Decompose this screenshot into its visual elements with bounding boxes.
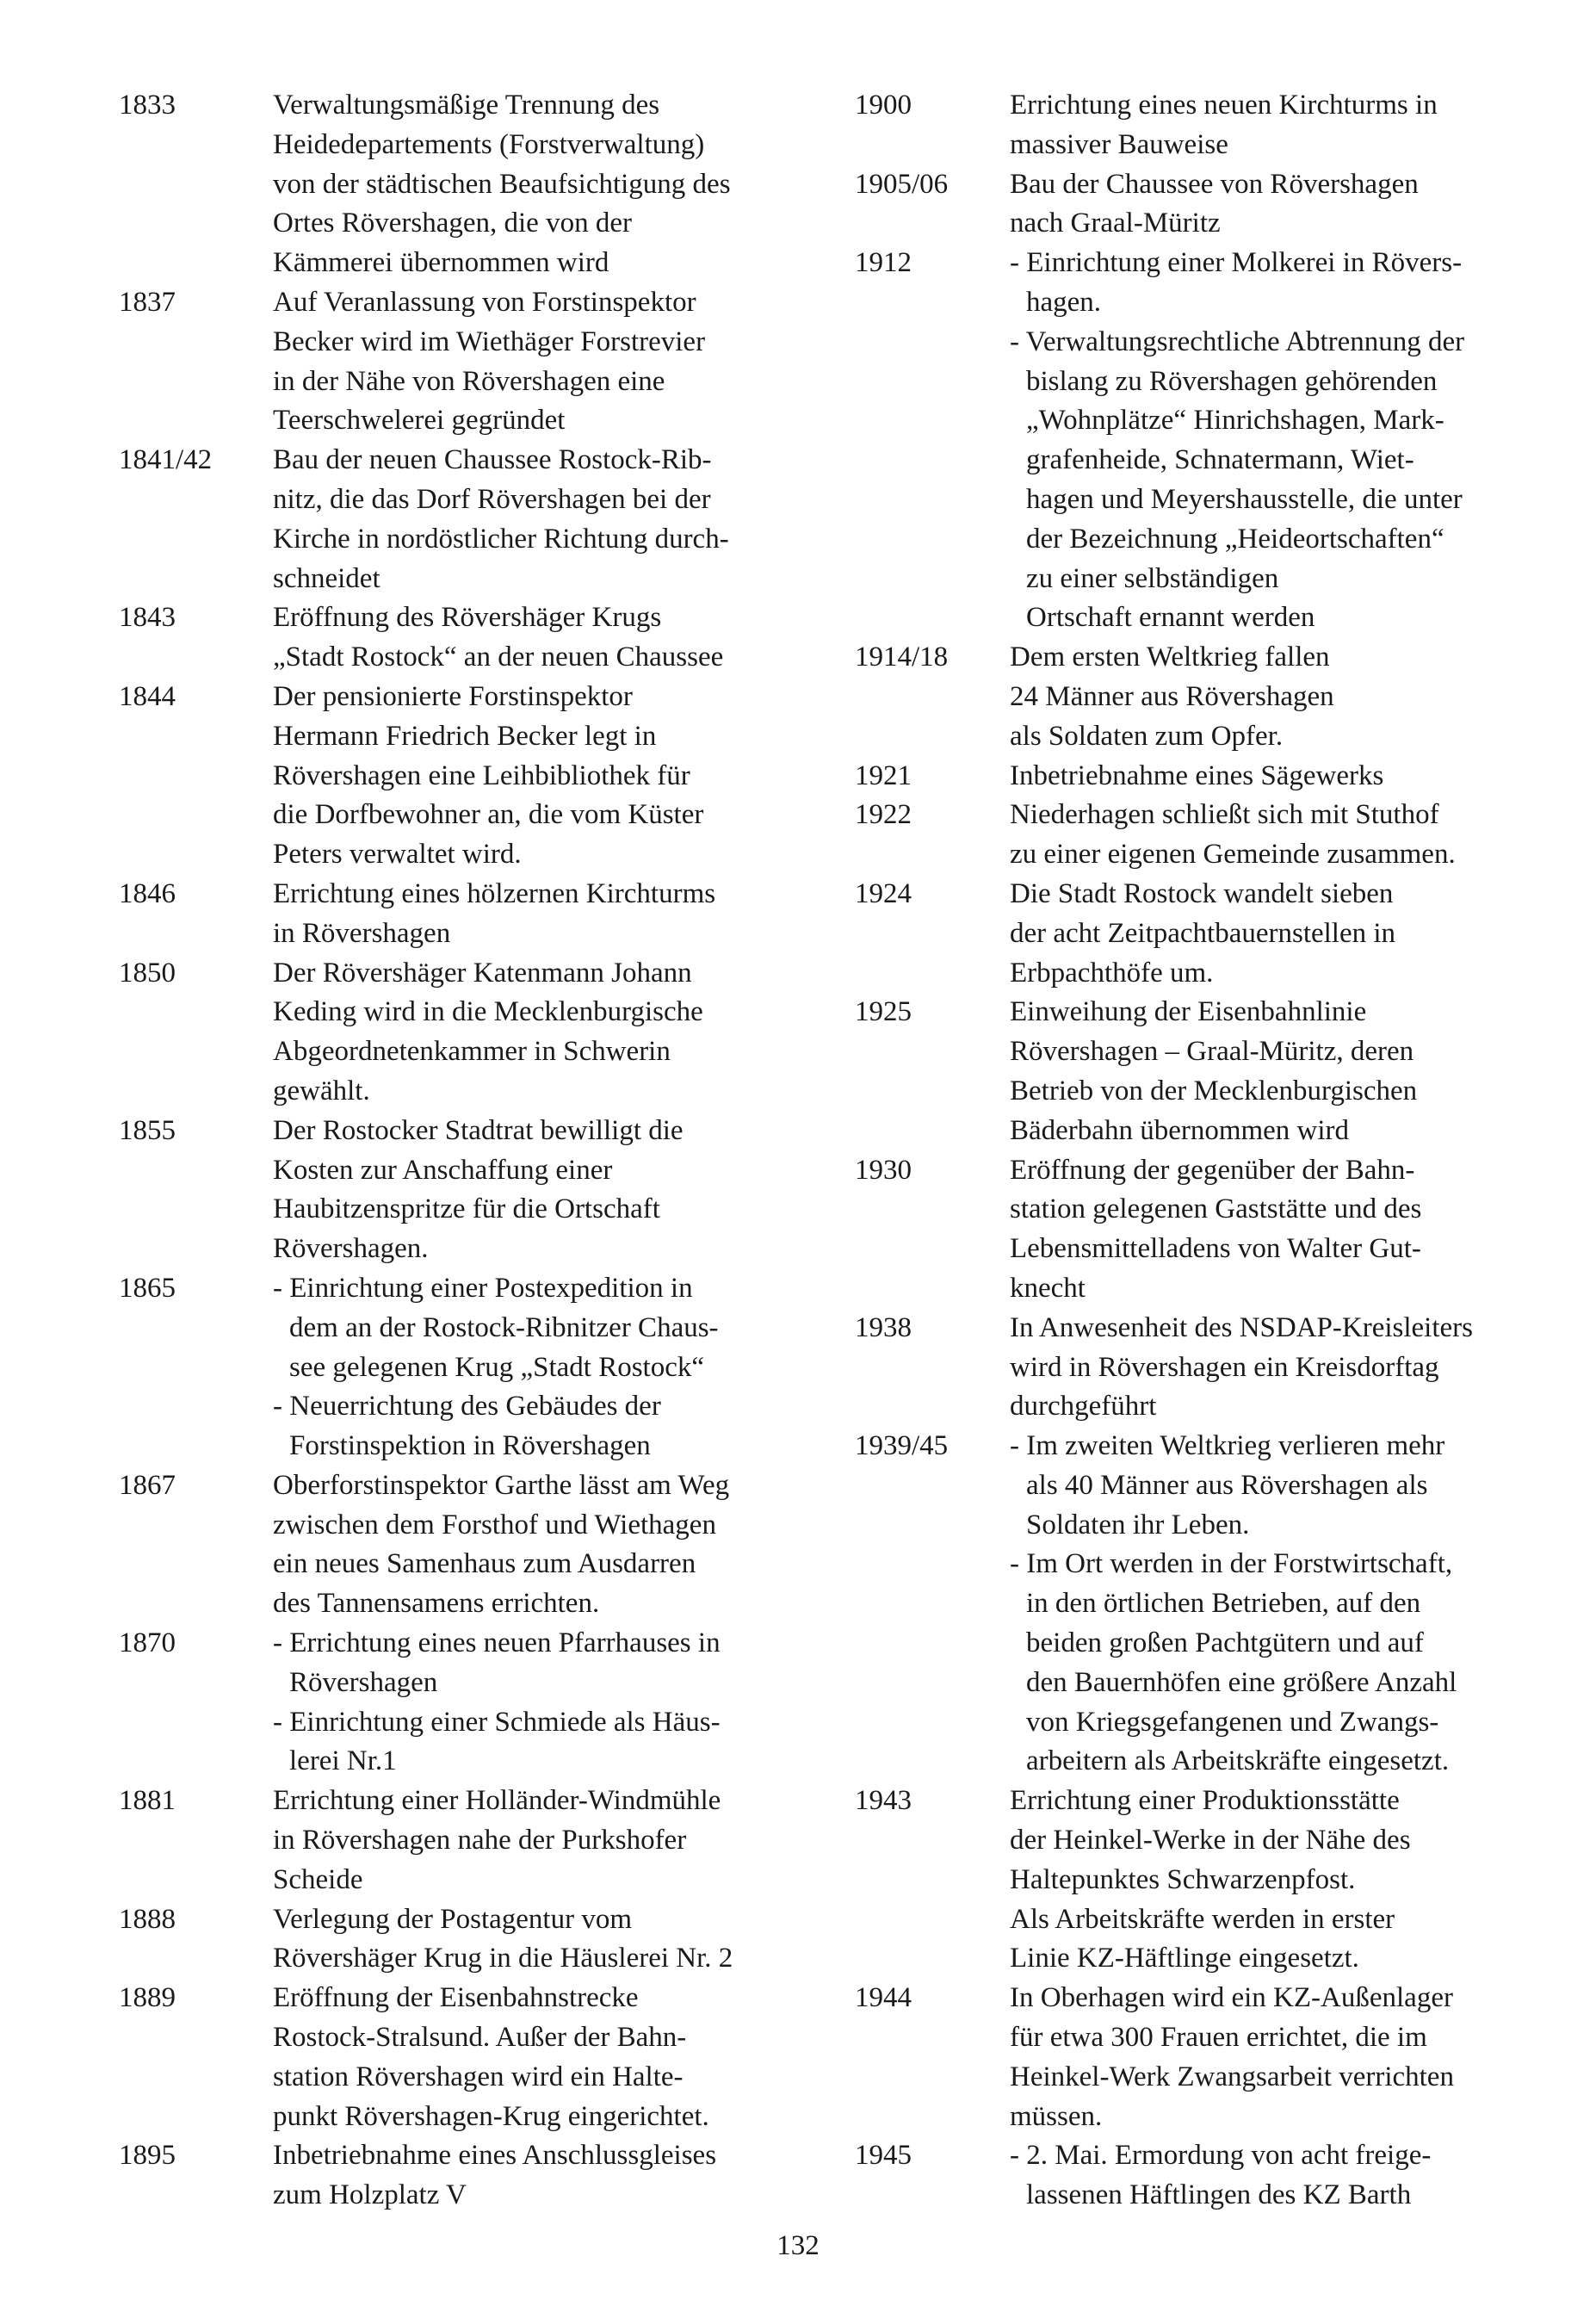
chronology-entry: [855, 638, 1561, 756]
entry-text-line: des Tannensamens errichten.: [273, 1588, 600, 1620]
entry-text-line: von der städtischen Beaufsichtigung des: [273, 168, 731, 200]
entry-year: 1850: [119, 957, 176, 989]
chronology-entry: [855, 1782, 1561, 1979]
chronology-entry: [855, 796, 1561, 875]
entry-text-line: Auf Veranlassung von Forstinspektor: [273, 286, 696, 318]
entry-year: 1837: [119, 286, 176, 318]
entry-text-line: Errichtung einer Produktionsstätte: [1010, 1785, 1400, 1817]
entry-text-line: Haubitzenspritze für die Ortschaft: [273, 1193, 660, 1225]
entry-text-line: Scheide: [273, 1863, 363, 1895]
entry-year: 1938: [855, 1311, 912, 1343]
entry-year: 1843: [119, 602, 176, 634]
entry-text-line: zwischen dem Forsthof und Wiethagen: [273, 1509, 716, 1540]
entry-text-line: Erbpachthöfe um.: [1010, 957, 1214, 989]
chronology-entry: [119, 86, 807, 283]
entry-text: [1010, 1309, 1561, 1427]
chronology-column-left: [119, 86, 807, 2216]
entry-text-line: Inbetriebnahme eines Sägewerks: [1010, 759, 1384, 791]
chronology-entry: [855, 757, 1561, 796]
entry-text: [273, 678, 807, 875]
chronology-entry: [119, 1269, 807, 1466]
entry-text-line: Haltepunktes Schwarzenpfost.: [1010, 1863, 1356, 1895]
entry-text-line: Dem ersten Weltkrieg fallen: [1010, 642, 1330, 673]
entry-text-line: Teerschwelerei gegründet: [273, 405, 566, 437]
entry-text-line: Kämmerei übernommen wird: [273, 247, 609, 279]
entry-year: 1833: [119, 90, 176, 121]
chronology-entry: [119, 1624, 807, 1782]
entry-text-line: Eröffnung der Eisenbahnstrecke: [273, 1982, 639, 2014]
entry-text-line: Ortschaft ernannt werden: [1026, 602, 1315, 634]
entry-text-line: punkt Rövershagen-Krug eingerichtet.: [273, 2100, 709, 2132]
chronology-entry: [119, 283, 807, 441]
entry-year: 1944: [855, 1982, 912, 2014]
entry-text-line: arbeitern als Arbeitskräfte eingesetzt.: [1026, 1745, 1450, 1777]
entry-text: [1010, 1782, 1561, 1979]
entry-text-line: Ortes Rövershagen, die von der: [273, 208, 632, 239]
entry-year: 1888: [119, 1903, 176, 1935]
entry-text: [273, 2136, 807, 2216]
entry-text-line: hagen und Meyershausstelle, die unter: [1026, 483, 1463, 515]
entry-year: 1844: [119, 680, 176, 712]
entry-text-line: 24 Männer aus Rövershagen: [1010, 680, 1334, 712]
entry-text-line: als 40 Männer aus Rövershagen als: [1026, 1469, 1428, 1501]
entry-text-line: Errichtung eines hölzernen Kirchturms: [273, 877, 716, 909]
entry-text-line: als Soldaten zum Opfer.: [1010, 720, 1284, 752]
entry-text-line: station Rövershagen wird ein Halte-: [273, 2061, 684, 2092]
entry-text-line: der acht Zeitpachtbauernstellen in: [1010, 917, 1396, 949]
entry-text-line: nitz, die das Dorf Rövershagen bei der: [273, 483, 711, 515]
entry-text-line: Heinkel-Werk Zwangsarbeit verrichten: [1010, 2061, 1454, 2092]
entry-text-line: ein neues Samenhaus zum Ausdarren: [273, 1548, 696, 1580]
entry-text-line: Rövershagen – Graal-Müritz, deren: [1010, 1036, 1414, 1068]
entry-text-line: Bau der Chaussee von Rövershagen: [1010, 168, 1419, 200]
chronology-entry: [119, 2136, 807, 2216]
entry-year: 1841/42: [119, 444, 213, 476]
entry-text-line: Oberforstinspektor Garthe lässt am Weg: [273, 1469, 730, 1501]
entry-text: [273, 1782, 807, 1900]
entry-text-line: in Rövershagen: [273, 917, 451, 949]
entry-text: [273, 954, 807, 1112]
entry-text-line: Lebensmittelladens von Walter Gut-: [1010, 1233, 1421, 1265]
entry-text: [1010, 1427, 1561, 1782]
entry-text-line: schneidet: [273, 562, 380, 594]
chronology-entry: [119, 1900, 807, 1980]
entry-text: [273, 1466, 807, 1624]
entry-text-line: zu einer eigenen Gemeinde zusammen.: [1010, 839, 1456, 871]
entry-text-line: - Verwaltungsrechtliche Abtrennung der: [1010, 325, 1465, 357]
entry-text-line: Rövershagen: [289, 1666, 438, 1698]
chronology-entry: [119, 441, 807, 598]
entry-text-line: massiver Bauweise: [1010, 128, 1228, 160]
entry-text-line: in den örtlichen Betrieben, auf den: [1026, 1588, 1421, 1620]
entry-text: [1010, 244, 1561, 638]
entry-text-line: lassenen Häftlingen des KZ Barth: [1026, 2179, 1412, 2211]
entry-year: 1867: [119, 1469, 176, 1501]
entry-text-line: müssen.: [1010, 2100, 1103, 2132]
entry-text-line: Keding wird in die Mecklenburgische: [273, 996, 703, 1028]
entry-year: 1846: [119, 877, 176, 909]
entry-text-line: - 2. Mai. Ermordung von acht freige-: [1010, 2140, 1432, 2172]
entry-text-line: der Bezeichnung „Heideortschaften“: [1026, 523, 1444, 555]
entry-text: [1010, 757, 1561, 796]
entry-text-line: see gelegenen Krug „Stadt Rostock“: [289, 1351, 705, 1383]
entry-text-line: Die Stadt Rostock wandelt sieben: [1010, 877, 1394, 909]
entry-year: 1943: [855, 1785, 912, 1817]
entry-text-line: Rövershagen.: [273, 1233, 429, 1265]
entry-text-line: - Neuerrichtung des Gebäudes der: [273, 1391, 661, 1423]
entry-year: 1914/18: [855, 642, 949, 673]
entry-text-line: dem an der Rostock-Ribnitzer Chaus-: [289, 1311, 719, 1343]
entry-text-line: Rövershäger Krug in die Häuslerei Nr. 2: [273, 1943, 733, 1974]
chronology-entry: [855, 1979, 1561, 2136]
entry-text-line: knecht: [1010, 1272, 1086, 1304]
entry-text: [1010, 638, 1561, 756]
entry-text-line: Rostock-Stralsund. Außer der Bahn-: [273, 2022, 687, 2054]
entry-text: [1010, 993, 1561, 1150]
entry-text-line: Rövershagen eine Leihbibliothek für: [273, 759, 690, 791]
entry-text-line: - Errichtung eines neuen Pfarrhauses in: [273, 1627, 721, 1659]
entry-text: [273, 1269, 807, 1466]
chronology-entry: [119, 875, 807, 954]
entry-text: [273, 1112, 807, 1269]
chronology-entry: [119, 1112, 807, 1269]
entry-text-line: - Einrichtung einer Molkerei in Rövers-: [1010, 247, 1463, 279]
entry-text-line: Betrieb von der Mecklenburgischen: [1010, 1075, 1418, 1106]
entry-text: [273, 1979, 807, 2136]
entry-text-line: Als Arbeitskräfte werden in erster: [1010, 1903, 1395, 1935]
chronology-entry: [119, 598, 807, 678]
entry-year: 1870: [119, 1627, 176, 1659]
entry-text-line: die Dorfbewohner an, die vom Küster: [273, 799, 704, 831]
entry-text-line: Eröffnung der gegenüber der Bahn-: [1010, 1154, 1415, 1186]
entry-text-line: Forstinspektion in Rövershagen: [289, 1430, 651, 1462]
page-number: 132: [776, 2230, 820, 2261]
entry-year: 1865: [119, 1272, 176, 1304]
entry-year: 1855: [119, 1114, 176, 1146]
entry-text: [273, 283, 807, 441]
entry-text: [273, 86, 807, 283]
entry-year: 1922: [855, 799, 912, 831]
entry-text-line: Kosten zur Anschaffung einer: [273, 1154, 613, 1186]
entry-text-line: „Wohnplätze“ Hinrichshagen, Mark-: [1026, 405, 1444, 437]
entry-text-line: nach Graal-Müritz: [1010, 208, 1221, 239]
entry-text-line: Verlegung der Postagentur vom: [273, 1903, 632, 1935]
entry-text-line: Der pensionierte Forstinspektor: [273, 680, 633, 712]
entry-text-line: Bäderbahn übernommen wird: [1010, 1114, 1350, 1146]
chronology-entry: [119, 954, 807, 1112]
entry-text-line: In Oberhagen wird ein KZ-Außenlager: [1010, 1982, 1453, 2014]
entry-text-line: grafenheide, Schnatermann, Wiet-: [1026, 444, 1414, 476]
entry-text-line: Bau der neuen Chaussee Rostock-Rib-: [273, 444, 712, 476]
entry-text-line: Verwaltungsmäßige Trennung des: [273, 90, 660, 121]
entry-year: 1895: [119, 2140, 176, 2172]
chronology-entry: [855, 1151, 1561, 1309]
entry-text-line: durchgeführt: [1010, 1391, 1157, 1423]
entry-year: 1900: [855, 90, 912, 121]
entry-text-line: Eröffnung des Rövershäger Krugs: [273, 602, 662, 634]
entry-text-line: Kirche in nordöstlicher Richtung durch-: [273, 523, 729, 555]
entry-text: [1010, 875, 1561, 993]
entry-text: [1010, 1979, 1561, 2136]
entry-text-line: lerei Nr.1: [289, 1745, 397, 1777]
entry-text-line: zu einer selbständigen: [1026, 562, 1279, 594]
chronology-entry: [855, 244, 1561, 638]
entry-text-line: bislang zu Rövershagen gehörenden: [1026, 365, 1438, 397]
chronology-entry: [119, 1979, 807, 2136]
entry-text-line: Inbetriebnahme eines Anschlussgleises: [273, 2140, 717, 2172]
entry-text: [273, 1900, 807, 1980]
entry-text: [1010, 1151, 1561, 1309]
entry-text-line: in Rövershagen nahe der Purkshofer: [273, 1825, 687, 1856]
entry-text-line: Niederhagen schließt sich mit Stuthof: [1010, 799, 1439, 831]
entry-text-line: - Einrichtung einer Schmiede als Häus-: [273, 1706, 721, 1738]
entry-text-line: gewählt.: [273, 1075, 370, 1106]
entry-year: 1930: [855, 1154, 912, 1186]
chronology-entry: [855, 2136, 1561, 2216]
entry-text: [1010, 86, 1561, 165]
entry-year: 1921: [855, 759, 912, 791]
entry-text-line: Errichtung eines neuen Kirchturms in: [1010, 90, 1438, 121]
entry-text-line: station gelegenen Gaststätte und des: [1010, 1193, 1422, 1225]
entry-text-line: - Im Ort werden in der Forstwirtschaft,: [1010, 1548, 1453, 1580]
entry-text-line: - Einrichtung einer Postexpedition in: [273, 1272, 693, 1304]
entry-text-line: von Kriegsgefangenen und Zwangs-: [1026, 1706, 1439, 1738]
chronology-entry: [855, 1427, 1561, 1782]
entry-text-line: der Heinkel-Werke in der Nähe des: [1010, 1825, 1411, 1856]
entry-text-line: In Anwesenheit des NSDAP-Kreisleiters: [1010, 1311, 1473, 1343]
chronology-entry: [855, 165, 1561, 245]
entry-text-line: Abgeordnetenkammer in Schwerin: [273, 1036, 671, 1068]
entry-year: 1881: [119, 1785, 176, 1817]
chronology-entry: [855, 993, 1561, 1150]
chronology-entry: [855, 86, 1561, 165]
chronology-entry: [119, 678, 807, 875]
entry-text-line: Errichtung einer Holländer-Windmühle: [273, 1785, 721, 1817]
entry-text-line: Der Rövershäger Katenmann Johann: [273, 957, 692, 989]
entry-text-line: „Stadt Rostock“ an der neuen Chaussee: [273, 642, 724, 673]
chronology-entry: [855, 1309, 1561, 1427]
entry-text: [273, 441, 807, 598]
entry-text-line: Peters verwaltet wird.: [273, 839, 522, 871]
entry-text: [273, 1624, 807, 1782]
entry-year: 1925: [855, 996, 912, 1028]
entry-year: 1939/45: [855, 1430, 949, 1462]
entry-text-line: Hermann Friedrich Becker legt in: [273, 720, 657, 752]
chronology-entry: [855, 875, 1561, 993]
chronology-entry: [119, 1466, 807, 1624]
chronology-entry: [119, 1782, 807, 1900]
entry-text-line: für etwa 300 Frauen errichtet, die im: [1010, 2022, 1427, 2054]
entry-text: [273, 875, 807, 954]
entry-text: [273, 598, 807, 678]
entry-text-line: Einweihung der Eisenbahnlinie: [1010, 996, 1367, 1028]
entry-text-line: wird in Rövershagen ein Kreisdorftag: [1010, 1351, 1439, 1383]
entry-text-line: hagen.: [1026, 286, 1102, 318]
chronology-column-right: [855, 86, 1561, 2216]
entry-text-line: Heidedepartements (Forstverwaltung): [273, 128, 705, 160]
entry-text-line: Becker wird im Wiethäger Forstrevier: [273, 325, 706, 357]
entry-text-line: in der Nähe von Rövershagen eine: [273, 365, 665, 397]
entry-text-line: beiden großen Pachtgütern und auf: [1026, 1627, 1424, 1659]
entry-text: [1010, 796, 1561, 875]
entry-text: [1010, 2136, 1561, 2216]
entry-year: 1912: [855, 247, 912, 279]
entry-year: 1945: [855, 2140, 912, 2172]
entry-year: 1905/06: [855, 168, 949, 200]
entry-text-line: den Bauernhöfen eine größere Anzahl: [1026, 1666, 1457, 1698]
entry-year: 1924: [855, 877, 912, 909]
entry-text-line: Linie KZ-Häftlinge eingesetzt.: [1010, 1943, 1359, 1974]
entry-text-line: - Im zweiten Weltkrieg verlieren mehr: [1010, 1430, 1445, 1462]
entry-year: 1889: [119, 1982, 176, 2014]
entry-text: [1010, 165, 1561, 245]
entry-text-line: Soldaten ihr Leben.: [1026, 1509, 1250, 1540]
entry-text-line: Der Rostocker Stadtrat bewilligt die: [273, 1114, 684, 1146]
entry-text-line: zum Holzplatz V: [273, 2179, 467, 2211]
